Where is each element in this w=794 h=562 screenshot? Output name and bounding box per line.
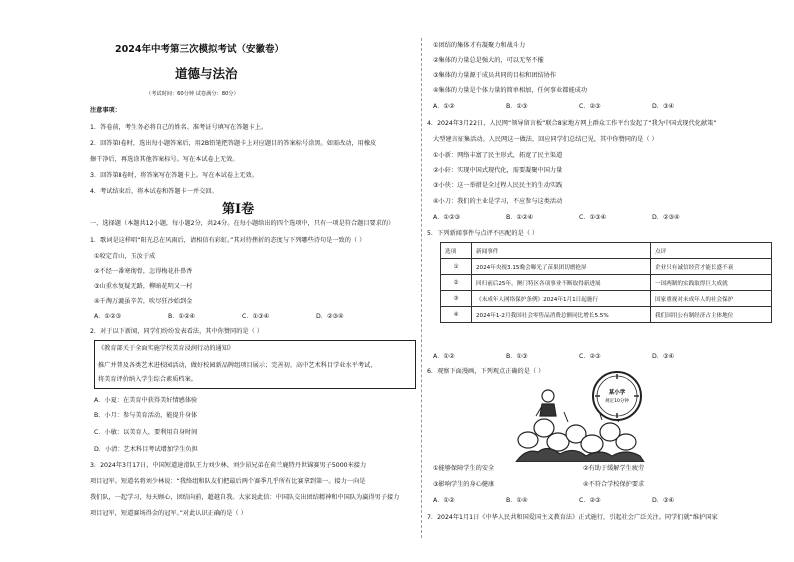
- q1-option-d: D．②③④: [316, 313, 344, 320]
- clock-label: 某小学: [608, 390, 626, 396]
- q6-option-b: B．①④: [506, 497, 528, 504]
- clock-label: 规定10分钟: [605, 399, 629, 404]
- q4-option-a: A．①②③: [433, 214, 461, 221]
- q6-option-d: D．③④: [652, 497, 675, 504]
- q5-table: [440, 242, 772, 323]
- q6-item: ④不符合学校保护要求: [583, 481, 645, 488]
- q4-item: ③小侠：这一举措是全过程人民民主的生动实践: [433, 182, 563, 189]
- q1-stem: 1．歌词是这样唱“阳光总在风雨后，请相信有彩虹。”其对待挫折的态度与下列哪些诗句是一致的（ ）: [90, 237, 366, 244]
- q5-option-b: B．①③: [506, 353, 528, 360]
- q3-line: 项目冠军，短道赛场得金的冠军。”对此认识正确的是（ ）: [90, 510, 247, 517]
- q4-option-b: B．①②④: [506, 214, 534, 221]
- q2-option-b: B．小月：参与美育活动，能提升身体: [94, 412, 198, 419]
- q7-stem: 7．2024年1月1日《中华人民共和国爱国主义教育法》正式施行，引起社会广泛关注。同学们就“维护国家: [427, 514, 718, 521]
- table-cell: 2024年1-2月我国社会零售品消费总额同比增长5.5%: [472, 307, 651, 323]
- notes-heading: 注意事项：: [90, 107, 121, 114]
- cartoon-illustration: [514, 366, 650, 462]
- table-cell: ②: [441, 275, 472, 291]
- news-box-line: 将美育评价纳入学生综合素质档案。: [98, 376, 197, 383]
- q6-item: ②有助于缓解学生疲劳: [583, 465, 645, 472]
- q3-line: 3．2024年3月17日，中国短道速滑队王力刘少林、刘少昂兄弟在荷兰鹿特丹世锦赛男子5000米接力: [90, 462, 367, 469]
- q4-option-c: C．①③④: [579, 214, 607, 221]
- q6-option-c: C．②③: [579, 497, 601, 504]
- table-row: [441, 291, 772, 307]
- table-row: [441, 259, 772, 275]
- news-box-line: 推广并普及各类艺术进校园活动，做好校园新品牌组项目展示；完善初、高中艺术科目学业水平考试，: [98, 362, 377, 369]
- note-line: 1．答卷前，考生务必将自己的姓名、准考证号填写在答题卡上。: [90, 124, 268, 131]
- mc-instructions: 一、选择题（本题共12小题，每小题2分，共24分。在每小题给出的四个选项中，只有一项是符合题目要求的）: [90, 220, 395, 227]
- table-row: [441, 307, 772, 323]
- q1-item: ④千淘万漉虽辛苦，吹尽狂沙始到金: [94, 298, 193, 305]
- q3-item: ②集体的力量总是强大的，可以无坚不摧: [433, 57, 544, 64]
- table-cell: 回归前后25年，澳门特区各项事业不断取得新进展: [472, 275, 651, 291]
- q4-line: 大型建言征集活动。人民网这一做法，回应同学们总结已见，其中你赞同的是（ ）: [433, 136, 658, 143]
- table-cell: 国家重视对未成年人的社会保护: [651, 291, 772, 307]
- table-cell: ④: [441, 307, 472, 323]
- clock-icon: [593, 372, 641, 420]
- q3-item: ①团结的集体才有凝聚力和战斗力: [433, 42, 526, 49]
- q5-option-c: C．②③: [579, 353, 601, 360]
- q2-option-a: A．小夏：在美育中获得美好情感体验: [94, 397, 198, 404]
- q4-line: 4．2024年3月22日，人民网“领导留言板”联合8家地方网上群众工作平台发起了“我为中国式现代化献策”: [427, 120, 717, 127]
- q5-stem: 5．下列新闻事件与点评不匹配的是（ ）: [427, 230, 539, 237]
- q6-item: ③影响学生的身心健康: [433, 481, 495, 488]
- table-cell: 一国两制的实践取得巨大成就: [651, 275, 772, 291]
- q4-option-d: D．②③④: [652, 214, 680, 221]
- table-cell: 企业只有诚信经营才能长盛不衰: [651, 259, 772, 275]
- exam-title: 2024年中考第三次模拟考试（安徽卷）: [115, 44, 284, 55]
- q4-item: ④小刀：我们的主业是学习，不应参与这类活动: [433, 198, 563, 205]
- note-line: 2．回答第Ⅰ卷时，选出每小题答案后，用2B铅笔把答题卡上对应题目的答案标号涂黑。如需改动，用橡皮: [90, 140, 377, 147]
- students-crowd: [516, 419, 644, 462]
- q6-stem: 6．观察下面漫画，下列观点正确的是（ ）: [427, 368, 545, 375]
- q3-option-d: D．③④: [652, 103, 675, 110]
- q1-option-c: C．①③④: [242, 313, 270, 320]
- student-figure: [540, 390, 556, 416]
- q1-item: ①咬定青山，玉汝于成: [94, 253, 156, 260]
- q1-option-b: B．①②④: [168, 313, 196, 320]
- q1-option-a: A．①②③: [94, 313, 122, 320]
- table-cell: 我们国用公有制经济占主体地位: [651, 307, 772, 323]
- q4-item: ②小轩：实现中国式现代化，需要凝聚中国力量: [433, 167, 563, 174]
- news-box-title: 《教育部关于全面实施学校美育浸润行动的通知》: [98, 345, 235, 352]
- table-header-cell: 新闻事件: [472, 243, 651, 259]
- q1-item: ③山重水复疑无路，柳暗花明又一村: [94, 283, 193, 290]
- table-cell: 2024年央视3.15晚会曝光了苗果团切磨抢屏: [472, 259, 651, 275]
- table-header-cell: 点评: [651, 243, 772, 259]
- column-divider: [421, 38, 422, 538]
- q2-option-c: C．小敏：以美育人，要利用自身时间: [94, 429, 198, 436]
- table-header-row: [441, 243, 772, 259]
- q3-line: 我们队，一起学习，每天顾心，团结向前，超越自我。大家说此信：中国队交出团结精神和中国队为赢得男子接力: [90, 494, 400, 501]
- q2-stem: 2．对于以下新闻，同学们纷纷发表看法，其中你赞同的是（ ）: [90, 328, 263, 335]
- table-row: [441, 275, 772, 291]
- table-cell: ③: [441, 291, 472, 307]
- q3-item: ④集体的力量是个体力量的简单相加，任何事业都能成功: [433, 87, 588, 94]
- note-line: 3．回答第Ⅱ卷时，将答案写在答题卡上。写在本试卷上无效。: [90, 172, 258, 179]
- note-line: 4．考试结束后，将本试卷和答题卡一并交回。: [90, 188, 218, 195]
- table-header-cell: 选项: [441, 243, 472, 259]
- q4-item: ①小新：网络丰富了民主形式，拓宽了民主渠道: [433, 152, 563, 159]
- q6-option-a: A．①②: [433, 497, 455, 504]
- exam-info: （考试时间：60分钟 试卷满分：80分）: [146, 91, 239, 97]
- q6-item: ①能够保障学生的安全: [433, 465, 495, 472]
- q3-item: ③集体的力量源于成员共同的目标和团结协作: [433, 72, 557, 79]
- q5-option-d: D．③④: [652, 353, 675, 360]
- section-title: 第Ⅰ卷: [222, 202, 255, 217]
- q3-option-a: A．①②: [433, 103, 455, 110]
- q2-option-d: D．小清：艺术科目考试增加学生负担: [94, 446, 198, 453]
- right-column: [423, 0, 794, 562]
- q3-option-b: B．①③: [506, 103, 528, 110]
- table-cell: 《未成年人网络保护条例》2024年1月1日起施行: [472, 291, 651, 307]
- note-line: 擦干净后，再选涂其他答案标号。写在本试卷上无效。: [90, 156, 239, 163]
- q5-option-a: A．①②: [433, 353, 455, 360]
- table-cell: ①: [441, 259, 472, 275]
- q3-option-c: C．②③: [579, 103, 601, 110]
- q3-line: 项目冠军。短道名将刘少林说：“我络组和队友们把最后两个赛季几乎所有比赛拿到第一。接力一向是: [90, 478, 366, 485]
- subject-title: 道德与法治: [175, 66, 238, 81]
- q1-item: ②不经一番寒彻骨，怎得梅花扑鼻香: [94, 268, 193, 275]
